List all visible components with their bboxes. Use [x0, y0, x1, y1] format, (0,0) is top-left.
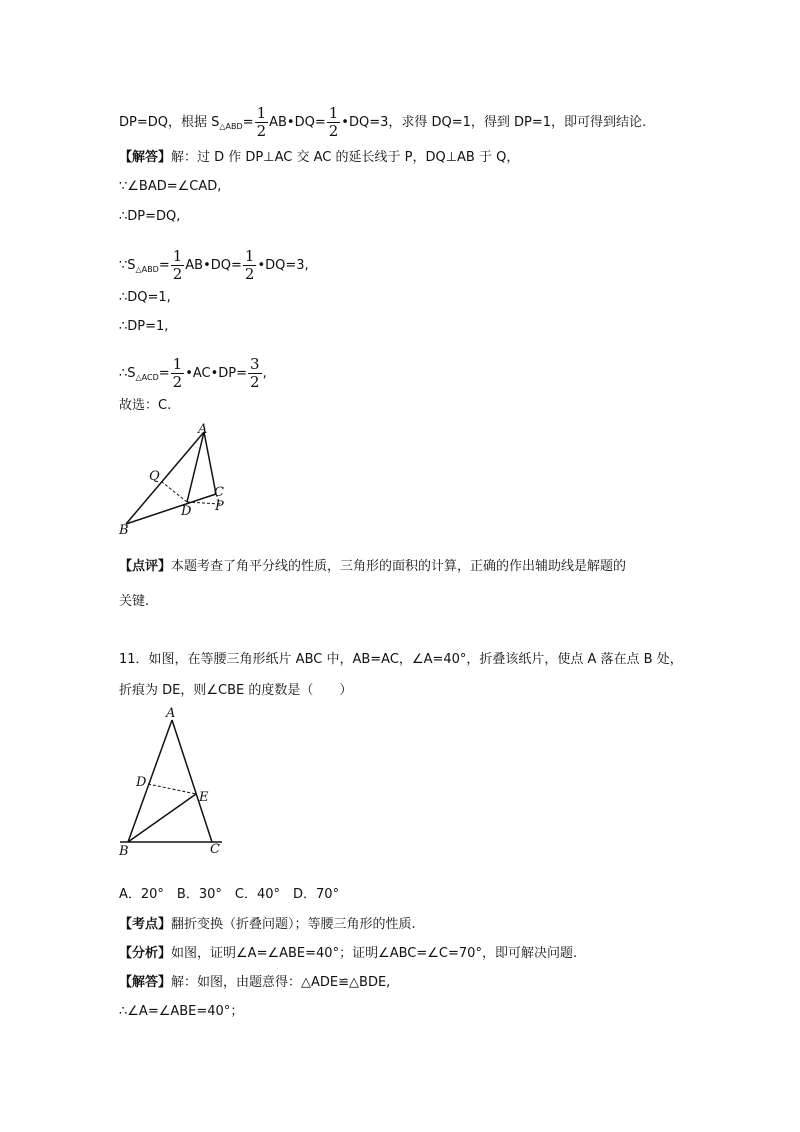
label-d: D	[136, 775, 147, 790]
text: AB•DQ=	[185, 258, 242, 273]
label-b: B	[119, 523, 129, 538]
denominator: 2	[172, 373, 183, 391]
step-line: ∴∠A=∠ABE=40°；	[119, 1004, 244, 1019]
step-line	[119, 356, 267, 391]
text: •DQ=3，求得 DQ=1，得到 DP=1，即可得到结论.	[341, 115, 647, 130]
step-line: ∵∠BAD=∠CAD,	[119, 179, 222, 194]
fraction	[327, 105, 341, 140]
question-stem: 11．如图，在等腰三角形纸片 ABC 中，AB=AC，∠A=40°，折叠该纸片，使点 A 落在点 B 处，	[119, 652, 683, 667]
solution-header	[119, 149, 519, 167]
fenxi-tag: 【分析】	[119, 946, 172, 961]
text: •AC•DP=	[185, 366, 248, 381]
fraction	[248, 356, 262, 391]
review-text: 本题考查了角平分线的性质，三角形的面积的计算，正确的作出辅助线是解题的	[171, 559, 627, 574]
label-a: A	[166, 706, 176, 721]
text: AB•DQ=	[269, 115, 326, 130]
answer-options: A．20° B．30° C．40° D．70°	[119, 887, 340, 902]
kaodian-line	[119, 916, 416, 934]
fraction	[171, 248, 185, 283]
denominator: 2	[172, 265, 183, 283]
label-a: A	[198, 422, 208, 437]
numerator: 1	[256, 104, 267, 122]
jieda-line	[119, 974, 390, 992]
solution-tag: 【解答】	[119, 150, 172, 165]
denominator: 2	[256, 122, 267, 140]
kaodian-text: 翻折变换（折叠问题）；等腰三角形的性质.	[171, 917, 416, 932]
label-p: P	[215, 499, 224, 514]
step-line: ∴DP=DQ,	[119, 209, 181, 224]
step-line	[119, 248, 309, 283]
text: =	[242, 115, 254, 130]
numerator: 1	[172, 355, 183, 373]
step-line: ∴DQ=1,	[119, 290, 171, 305]
side-ac	[172, 720, 212, 842]
segment-be	[128, 794, 196, 842]
text: DP=DQ，根据 S	[119, 115, 220, 130]
analysis-line	[119, 105, 646, 140]
fraction	[243, 248, 257, 283]
label-d: D	[181, 504, 192, 519]
review-line	[119, 558, 626, 576]
jieda-text: 解：如图，由题意得：△ADE≌△BDE,	[171, 975, 391, 990]
fold-line-de	[148, 784, 196, 794]
step-line: ∴DP=1,	[119, 319, 169, 334]
jieda-tag: 【解答】	[119, 975, 172, 990]
side-ab	[128, 720, 172, 842]
text: ∵S	[119, 258, 136, 273]
text: =	[158, 258, 170, 273]
kaodian-tag: 【考点】	[119, 917, 172, 932]
review-text-cont: 关键.	[119, 594, 150, 609]
question-stem-cont: 折痕为 DE，则∠CBE 的度数是（ ）	[119, 683, 353, 698]
denominator: 2	[244, 265, 255, 283]
numerator: 3	[250, 355, 260, 373]
text: •DQ=3,	[257, 258, 309, 273]
subscript: △ABD	[135, 265, 159, 274]
label-c: C	[214, 485, 224, 500]
perpendicular-dq	[162, 482, 187, 502]
label-q: Q	[149, 469, 160, 484]
solution-text: 解：过 D 作 DP⊥AC 交 AC 的延长线于 P，DQ⊥AB 于 Q，	[171, 150, 520, 165]
numerator: 1	[244, 247, 255, 265]
denominator: 2	[328, 122, 339, 140]
numerator: 1	[328, 104, 339, 122]
label-b: B	[119, 844, 129, 859]
label-e: E	[199, 790, 209, 805]
fraction	[255, 105, 269, 140]
label-c: C	[210, 842, 220, 857]
subscript: △ABD	[219, 122, 243, 131]
fenxi-line	[119, 945, 577, 963]
text: ∴S	[119, 366, 136, 381]
angle-bisector-figure	[110, 420, 250, 540]
subscript: △ACD	[135, 373, 159, 382]
folding-triangle-figure	[112, 700, 232, 860]
fraction	[171, 356, 185, 391]
review-tag: 【点评】	[119, 559, 172, 574]
text: ,	[262, 366, 267, 381]
fenxi-text: 如图，证明∠A=∠ABE=40°；证明∠ABC=∠C=70°，即可解决问题.	[171, 946, 578, 961]
answer-line: 故选：C.	[119, 398, 172, 413]
numerator: 1	[172, 247, 183, 265]
denominator: 2	[250, 373, 260, 391]
text: =	[158, 366, 170, 381]
